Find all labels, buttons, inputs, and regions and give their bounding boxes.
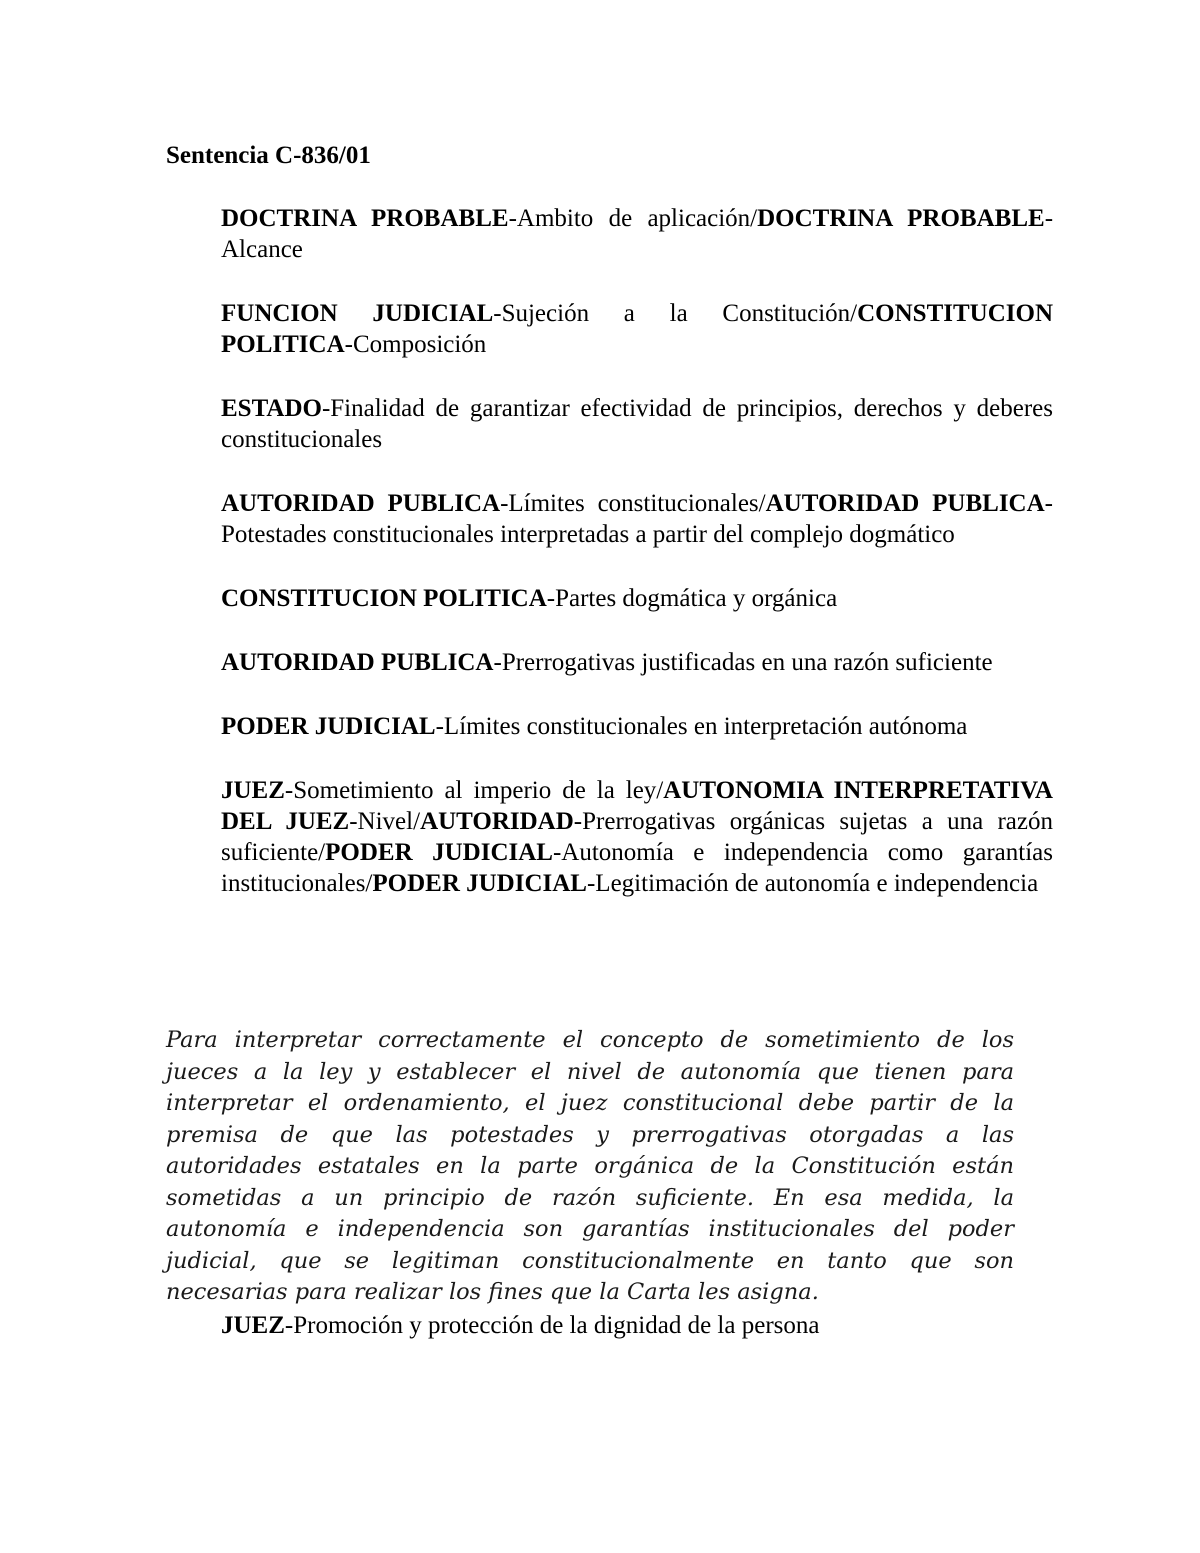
descriptor-term: PODER JUDICIAL: [325, 839, 553, 866]
descriptor-entry: [221, 203, 1053, 265]
descriptor-term: CONSTITUCION POLITICA: [221, 300, 1053, 358]
descriptor-text: -Alcance: [221, 205, 1054, 263]
summary-paragraph: Para interpretar correctamente el concepto de sometimiento de los jueces a la ley y establecer el nivel de autonomía que tienen para interpretar el ordenamiento, el juez constitucional debe partir de la premisa de que las potestades y prerrogativas otorgadas a las autoridades estatales en la parte orgánica de la Constitución están sometidas a un principio de razón suficiente. En esa medida, la autonomía e independencia son garantías institucionales del poder judicial, que se legitiman constitucionalmente en tanto que son necesarias para realizar los fines que la Carta les asigna.: [166, 1027, 1014, 1305]
descriptor-text: -Finalidad de garantizar efectividad de principios, derechos y deberes constitucionales: [221, 395, 1053, 453]
descriptor-entry: [221, 583, 1053, 614]
descriptor-text: -Sujeción a la Constitución/: [493, 300, 858, 327]
descriptor-entry: [221, 775, 1053, 899]
descriptor-term: AUTORIDAD PUBLICA: [221, 490, 501, 517]
descriptor-text: -Partes dogmática y orgánica: [546, 585, 838, 612]
descriptor-term: AUTORIDAD PUBLICA: [765, 490, 1045, 517]
descriptor-entry: [221, 711, 1053, 742]
descriptor-text: -Límites constitucionales en interpretación autónoma: [435, 713, 968, 740]
descriptor-text: -Prerrogativas justificadas en una razón suficiente: [493, 649, 993, 676]
descriptor-entry: [221, 298, 1053, 360]
descriptor-term: ESTADO: [221, 395, 322, 422]
descriptor-term: JUEZ: [221, 1312, 285, 1339]
descriptor-text: -Límites constitucionales/: [500, 490, 766, 517]
descriptor-term: AUTONOMIA INTERPRETATIVA DEL JUEZ: [221, 777, 1053, 835]
descriptor-text: -Legitimación de autonomía e independencia: [586, 870, 1039, 897]
descriptor-entry: [221, 488, 1053, 550]
descriptor-entry-last: [221, 1310, 1053, 1341]
document-title: Sentencia C-836/01: [166, 142, 371, 169]
descriptor-entry: [221, 393, 1053, 455]
descriptor-list: [221, 203, 1053, 932]
descriptor-text: -Potestades constitucionales interpretadas a partir del complejo dogmático: [221, 490, 1053, 548]
descriptor-text: -Ambito de aplicación/: [508, 205, 758, 232]
descriptor-term: PODER JUDICIAL: [221, 713, 436, 740]
descriptor-text: -Autonomía e independencia como garantías institucionales/: [221, 839, 1053, 897]
descriptor-text: -Prerrogativas orgánicas sujetas a una razón suficiente/: [221, 808, 1053, 866]
descriptor-term: JUEZ: [221, 777, 285, 804]
descriptor-text: -Sometimiento al imperio de la ley/: [284, 777, 664, 804]
descriptor-text: -Nivel/: [349, 808, 421, 835]
descriptor-term: DOCTRINA PROBABLE: [757, 205, 1045, 232]
descriptor-term: DOCTRINA PROBABLE: [221, 205, 509, 232]
descriptor-term: PODER JUDICIAL: [372, 870, 587, 897]
descriptor-entry: [221, 647, 1053, 678]
descriptor-term: AUTORIDAD PUBLICA: [221, 649, 494, 676]
descriptor-text: -Composición: [344, 331, 487, 358]
descriptor-term: FUNCION JUDICIAL: [221, 300, 494, 327]
descriptor-term: AUTORIDAD: [420, 808, 574, 835]
descriptor-text: -Promoción y protección de la dignidad de la persona: [284, 1312, 820, 1339]
descriptor-term: CONSTITUCION POLITICA: [221, 585, 547, 612]
